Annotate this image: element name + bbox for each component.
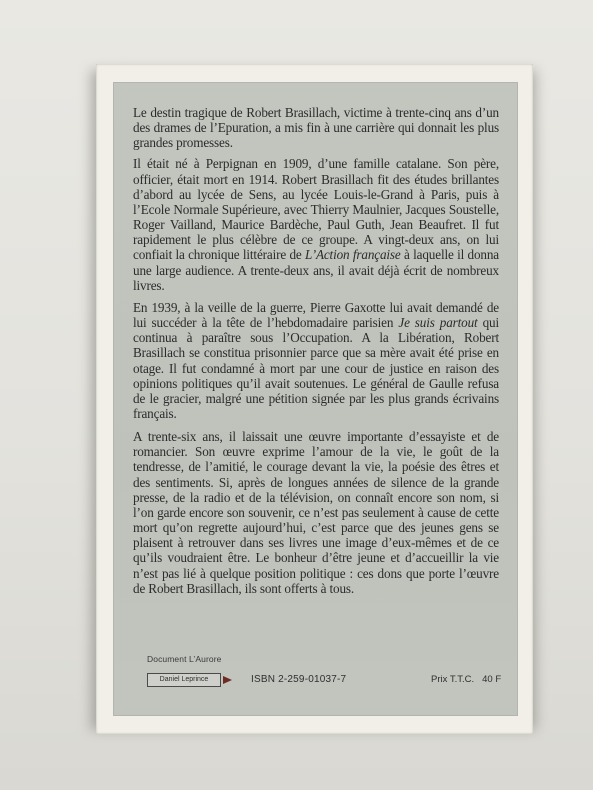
title-italic: L’Action française	[305, 247, 401, 263]
text-panel	[113, 82, 518, 716]
paragraph-1: Le destin tragique de Robert Brasillach, victime à trente-cinq ans d’un des drames de l’Epuration, a mis fin à une carrière qui donnait les plus grandes promesses.	[133, 105, 499, 151]
price-value: 40 F	[482, 674, 502, 685]
price	[431, 674, 501, 685]
arrow-icon	[223, 676, 232, 684]
publisher-line: Document L’Aurore	[147, 654, 222, 664]
title-italic: Je suis partout	[398, 315, 478, 331]
paragraph-2: Il était né à Perpignan en 1909, d’une famille catalane. Son père, officier, était mort en 1914. Robert Brasillach fit des études brillantes d’abord au lycée de Sens, au lycée Louis-le-Grand à Paris, puis à l’Ecole Normale Supérieure, avec Thierry Maulnier, Jacques Soustelle, Roger Vailland, Maurice Bardèche, Paul Guth, Jean Beaufret. Il fut rapidement le plus célèbre de ce groupe. A vingt-deux ans, on lui confiait la chronique littéraire de L’Action française à laquelle il donna une large audience. A trente-deux ans, il avait déjà écrit de nombreux livres.	[133, 156, 499, 293]
price-label: Prix T.T.C.	[431, 674, 475, 685]
blurb-text	[133, 105, 499, 602]
collection-label: Daniel Leprince	[147, 673, 221, 687]
paragraph-3: En 1939, à la veille de la guerre, Pierre Gaxotte lui avait demandé de lui succéder à la tête de l’hebdomadaire parisien Je suis partout qui continua à paraître sous l’Occupation. A la Libération, Robert Brasillach se constitua prisonnier parce que sa mère avait été prise en otage. Il fut condamné à mort par une cour de justice en raison des opinions politiques qu’il avait soutenues. Le général de Gaulle refusa de le gracier, malgré une pétition signée par les plus grands écrivains français.	[133, 299, 499, 421]
isbn: ISBN 2-259-01037-7	[251, 674, 347, 685]
paragraph-4: A trente-six ans, il laissait une œuvre importante d’essayiste et de romancier. Son œuvre exprime l’amour de la vie, le goût de la tendresse, de l’amitié, le courage devant la vie, la poésie des êtres et des sentiments. Si, après de longues années de silence de la grande presse, de la radio et de la télévision, on connaît encore son nom, si l’on garde encore son souvenir, ce n’est pas seulement à cause de cette mort qu’on regrette aujourd’hui, c’est parce que des jeunes gens se plaisent à retrouver dans ses livres une image d’eux-mêmes et de ce qu’ils voudraient être. Le bonheur d’être jeune et d’accueillir la vie n’est pas lié à quelque position politique : ces dons que porte l’œuvre de Robert Brasillach, ils sont offerts à tous.	[133, 429, 499, 596]
book-back-cover	[96, 64, 533, 734]
